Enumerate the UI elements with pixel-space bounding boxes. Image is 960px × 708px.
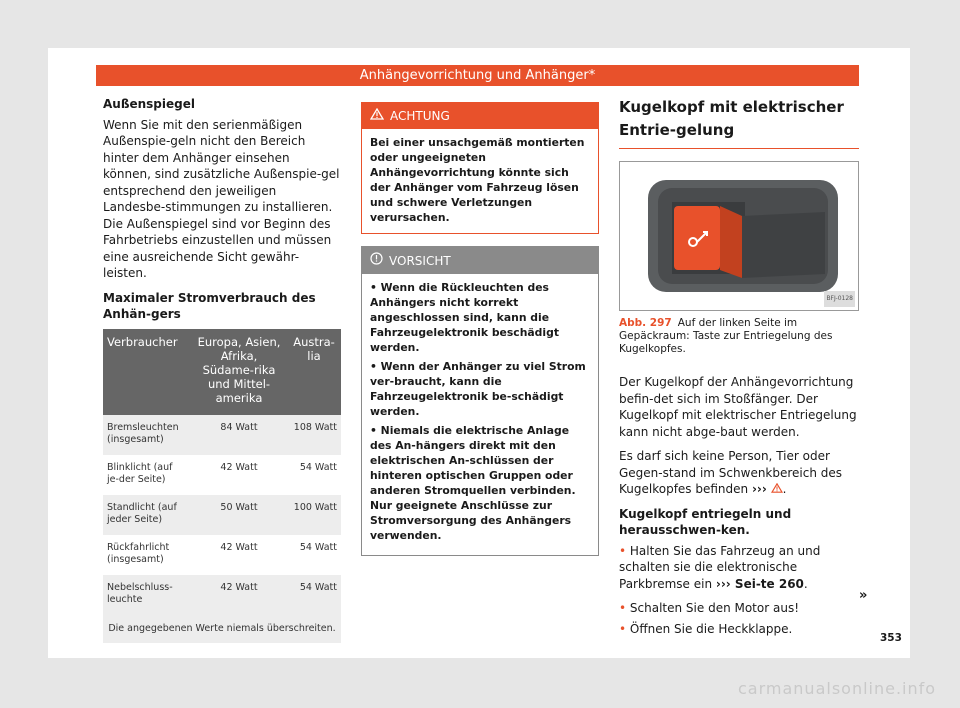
power-consumption-table — [103, 329, 341, 643]
continue-marker: » — [859, 588, 868, 603]
table-row — [103, 495, 341, 535]
release-button-illustration — [620, 162, 858, 310]
page-number: 353 — [880, 632, 902, 644]
mirrors-paragraph: Wenn Sie mit den serienmäßigen Außenspie-geln nicht den Bereich hinter dem Anhänger einsehen können, sind zusätzliche Außenspie-gel entsprechend den jeweiligen Landesbe-stimmungen zu installieren. Die Außenspiegel sind vor Beginn des Fahrbetriebs einzustellen und müssen eine ausreichende Sicht gewähr-leisten. — [103, 117, 340, 280]
figure-caption-text: Auf der linken Seite im Gepäckraum: Taste zur Entriegelung des Kugelkopfes. — [619, 317, 833, 355]
table-header: Europa, Asien, Afrika, Südame-rika und Mittel-amerika — [191, 329, 287, 415]
vorsicht-body — [362, 274, 598, 555]
table-cell: 84 Watt — [191, 415, 287, 455]
vorsicht-title: VORSICHT — [389, 254, 451, 268]
info-circle-icon — [370, 252, 383, 269]
procedure-heading: Kugelkopf entriegeln und herausschwen-ken. — [619, 506, 792, 537]
table-cell: 108 Watt — [287, 415, 341, 455]
table-cell: 42 Watt — [191, 455, 287, 495]
table-cell: 42 Watt — [191, 575, 287, 615]
vorsicht-box — [361, 246, 599, 556]
vorsicht-item: • Wenn der Anhänger zu viel Strom ver-braucht, kann die Fahrzeugelektronik be-schädigt werden. — [370, 360, 586, 418]
procedure-step: • Schalten Sie den Motor aus! — [619, 601, 800, 615]
procedure-step: • Halten Sie das Fahrzeug an und schalten sie die elektronische Parkbremse ein ››› Sei-te 260. — [619, 543, 821, 591]
cross-reference[interactable]: ››› — [751, 482, 767, 496]
table-cell: Standlicht (auf jeder Seite) — [103, 495, 191, 535]
table-row — [103, 415, 341, 455]
figure-release-button — [619, 161, 859, 311]
ball-head-paragraph: Der Kugelkopf der Anhängevorrichtung befin-det sich im Stoßfänger. Der Kugelkopf mit elektrischer Entriegelung kann nicht abge-baut werden. — [619, 375, 857, 439]
table-cell: 54 Watt — [287, 455, 341, 495]
table-cell: 54 Watt — [287, 535, 341, 575]
table-cell: 50 Watt — [191, 495, 287, 535]
heading-mirrors: Außenspiegel — [103, 97, 195, 111]
vorsicht-header — [362, 247, 598, 274]
table-cell: 42 Watt — [191, 535, 287, 575]
procedure-step: • Öffnen Sie die Heckklappe. — [619, 621, 793, 636]
vorsicht-item: • Niemals die elektrische Anlage des An-hängers direkt mit den elektrischen An-schlüssen der hinteren optischen Gruppen oder anderen Stromquellen verbinden. Nur geeignete Anschlüsse zur Stromversorgung des Anhängers verwenden. — [370, 424, 576, 542]
figure-caption — [619, 317, 859, 356]
figure-code: BFJ-0128 — [824, 291, 855, 308]
achtung-text: Bei einer unsachgemäß montierten oder ungeeigneten Anhängevorrichtung könnte sich der Anhänger vom Fahrzeug lösen und schwere Verletzungen verursachen. — [370, 136, 585, 224]
column-middle — [361, 102, 599, 568]
table-row — [103, 535, 341, 575]
table-cell: 100 Watt — [287, 495, 341, 535]
page-reference-link[interactable]: ››› Sei-te 260 — [715, 576, 804, 591]
table-header: Austra-lia — [287, 329, 341, 415]
warning-triangle-icon — [370, 108, 384, 124]
section-header: Anhängevorrichtung und Anhänger* — [96, 65, 859, 86]
column-right — [619, 96, 859, 645]
table-cell: Blinklicht (auf je-der Seite) — [103, 455, 191, 495]
figure-label: Abb. 297 — [619, 317, 672, 329]
achtung-header — [362, 103, 598, 129]
table-row — [103, 575, 341, 615]
safety-paragraph: Es darf sich keine Person, Tier oder Gegen-stand im Schwenkbereich des Kugelkopfes befinden ››› . — [619, 449, 843, 496]
table-footnote-row — [103, 615, 341, 643]
column-left — [103, 96, 341, 643]
achtung-title: ACHTUNG — [390, 109, 450, 123]
vorsicht-item: • Wenn die Rückleuchten des Anhängers nicht korrekt angeschlossen sind, kann die Fahrzeugelektronik beschädigt werden. — [370, 281, 559, 354]
table-cell: 54 Watt — [287, 575, 341, 615]
table-row — [103, 455, 341, 495]
table-cell: Nebelschluss-leuchte — [103, 575, 191, 615]
section-title: Kugelkopf mit elektrischer Entrie-gelung — [619, 96, 859, 149]
table-cell: Bremsleuchten (insgesamt) — [103, 415, 191, 455]
watermark: carmanualsonline.info — [738, 679, 937, 698]
achtung-box — [361, 102, 599, 234]
warning-triangle-icon — [771, 482, 783, 496]
table-header: Verbraucher — [103, 329, 191, 415]
heading-power-consumption: Maximaler Stromverbrauch des Anhän-gers — [103, 290, 316, 321]
table-footnote: Die angegebenen Werte niemals überschreiten. — [103, 615, 341, 643]
table-cell: Rückfahrlicht (insgesamt) — [103, 535, 191, 575]
